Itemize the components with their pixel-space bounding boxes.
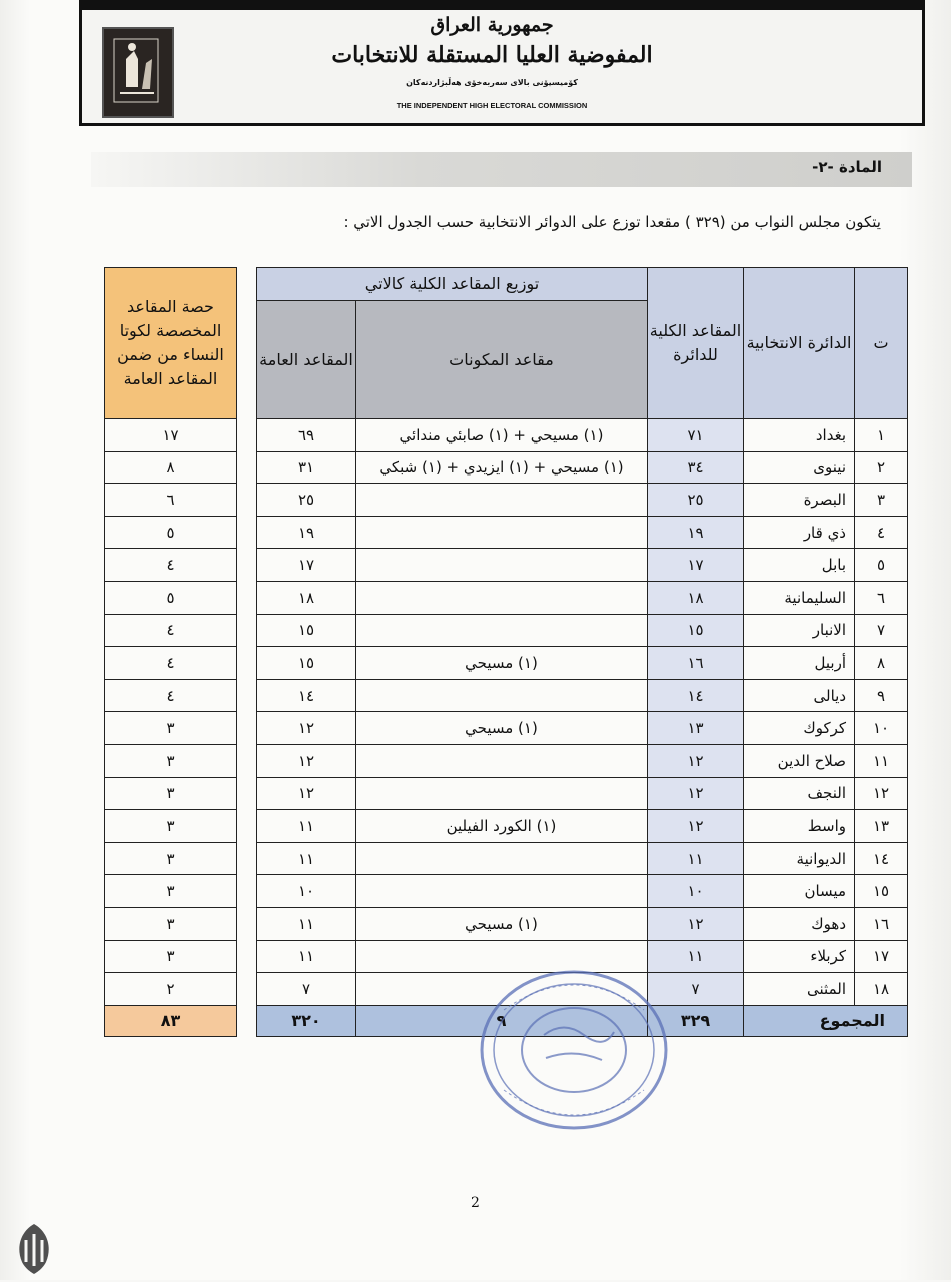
row-women-quota: ٦	[105, 484, 237, 517]
row-component-seats: (١) الكورد الفيلين	[356, 810, 648, 843]
row-total-seats: ١١	[648, 940, 744, 973]
iraq-logo-icon	[4, 1218, 64, 1282]
row-general-seats: ١٠	[257, 875, 356, 908]
row-general-seats: ١١	[257, 810, 356, 843]
row-district: الانبار	[744, 614, 855, 647]
row-component-seats	[356, 614, 648, 647]
row-total-seats: ١١	[648, 842, 744, 875]
header-women-quota: حصة المقاعد المخصصة لكوتا النساء من ضمن المقاعد العامة	[105, 268, 237, 419]
row-seq: ١	[855, 419, 908, 452]
row-women-quota: ٥	[105, 581, 237, 614]
row-component-seats	[356, 581, 648, 614]
row-women-quota: ٣	[105, 875, 237, 908]
official-stamp	[474, 960, 674, 1135]
header-district: الدائرة الانتخابية	[744, 268, 855, 419]
intro-text: يتكون مجلس النواب من (٣٢٩ ) مقعدا توزع على الدوائر الانتخابية حسب الجدول الاتي :	[343, 213, 881, 231]
row-general-seats: ٣١	[257, 451, 356, 484]
table-row	[257, 484, 908, 517]
row-women-quota: ١٧	[105, 419, 237, 452]
row-women-quota: ٣	[105, 777, 237, 810]
section-bar	[91, 152, 912, 187]
row-district: النجف	[744, 777, 855, 810]
row-district: السليمانية	[744, 581, 855, 614]
table-row	[105, 419, 237, 452]
row-general-seats: ١٨	[257, 581, 356, 614]
row-district: بغداد	[744, 419, 855, 452]
row-women-quota: ٣	[105, 907, 237, 940]
header-component-seats: مقاعد المكونات	[356, 301, 648, 419]
table-row	[257, 777, 908, 810]
row-seq: ٦	[855, 581, 908, 614]
row-seq: ١٢	[855, 777, 908, 810]
row-general-seats: ١١	[257, 842, 356, 875]
row-seq: ٢	[855, 451, 908, 484]
row-component-seats	[356, 842, 648, 875]
table-row	[105, 810, 237, 843]
row-general-seats: ١١	[257, 940, 356, 973]
row-seq: ١٥	[855, 875, 908, 908]
row-seq: ١٠	[855, 712, 908, 745]
row-total-seats: ١٣	[648, 712, 744, 745]
row-component-seats: (١) مسيحي	[356, 907, 648, 940]
row-total-seats: ٣٤	[648, 451, 744, 484]
row-seq: ٤	[855, 516, 908, 549]
row-district: نينوى	[744, 451, 855, 484]
row-district: كركوك	[744, 712, 855, 745]
row-women-quota: ٤	[105, 647, 237, 680]
row-general-seats: ١٥	[257, 614, 356, 647]
row-component-seats: (١) مسيحي	[356, 712, 648, 745]
row-district: صلاح الدين	[744, 744, 855, 777]
table-row	[257, 875, 908, 908]
row-general-seats: ١٤	[257, 679, 356, 712]
table-row	[105, 875, 237, 908]
table-row	[257, 549, 908, 582]
table-row	[257, 842, 908, 875]
row-component-seats	[356, 744, 648, 777]
row-women-quota: ٤	[105, 679, 237, 712]
row-general-seats: ٢٥	[257, 484, 356, 517]
row-component-seats: (١) مسيحي + (١) ايزيدي + (١) شبكي	[356, 451, 648, 484]
table-row	[105, 777, 237, 810]
table-row	[105, 484, 237, 517]
row-district: ديالى	[744, 679, 855, 712]
totals-component-seats: ٩	[356, 1005, 648, 1036]
row-component-seats	[356, 516, 648, 549]
table-row	[257, 614, 908, 647]
row-women-quota: ٤	[105, 614, 237, 647]
row-total-seats: ١٥	[648, 614, 744, 647]
row-district: الديوانية	[744, 842, 855, 875]
header-seq: ت	[855, 268, 908, 419]
row-total-seats: ١٧	[648, 549, 744, 582]
row-component-seats	[356, 549, 648, 582]
table-row	[105, 744, 237, 777]
row-seq: ١٨	[855, 973, 908, 1006]
row-women-quota: ٣	[105, 810, 237, 843]
row-total-seats: ١٤	[648, 679, 744, 712]
totals-label: المجموع	[744, 1005, 908, 1036]
table-row	[105, 940, 237, 973]
table-row	[257, 907, 908, 940]
row-seq: ١٦	[855, 907, 908, 940]
totals-women-quota: ٨٣	[105, 1005, 237, 1036]
commission-logo-icon	[102, 27, 174, 118]
row-seq: ١١	[855, 744, 908, 777]
row-women-quota: ٤	[105, 549, 237, 582]
row-women-quota: ٨	[105, 451, 237, 484]
row-district: دهوك	[744, 907, 855, 940]
table-row	[257, 516, 908, 549]
row-total-seats: ٢٥	[648, 484, 744, 517]
row-general-seats: ١٢	[257, 744, 356, 777]
table-row	[105, 581, 237, 614]
page-number: 2	[471, 1195, 480, 1211]
row-seq: ١٤	[855, 842, 908, 875]
row-women-quota: ٢	[105, 973, 237, 1006]
row-seq: ٥	[855, 549, 908, 582]
row-women-quota: ٥	[105, 516, 237, 549]
women-quota-table	[104, 267, 237, 1037]
row-total-seats: ١٢	[648, 777, 744, 810]
row-district: واسط	[744, 810, 855, 843]
header-distribution: توزيع المقاعد الكلية كالاتي	[257, 268, 648, 301]
row-women-quota: ٣	[105, 712, 237, 745]
row-seq: ١٧	[855, 940, 908, 973]
row-district: أربيل	[744, 647, 855, 680]
table-row	[257, 810, 908, 843]
header-commission-kurdish: كۆمیسیۆنی بالای سەربەخۆی هەڵبژاردنەكان	[406, 78, 578, 87]
table-row	[105, 614, 237, 647]
header-country: جمهورية العراق	[430, 14, 554, 36]
row-district: البصرة	[744, 484, 855, 517]
table-row	[105, 842, 237, 875]
row-component-seats	[356, 777, 648, 810]
table-row	[105, 516, 237, 549]
row-seq: ٨	[855, 647, 908, 680]
row-general-seats: ١٧	[257, 549, 356, 582]
row-district: كربلاء	[744, 940, 855, 973]
row-total-seats: ١٠	[648, 875, 744, 908]
seat-distribution-table	[256, 267, 908, 1037]
row-component-seats: (١) مسيحي	[356, 647, 648, 680]
table-row	[105, 907, 237, 940]
row-general-seats: ١٩	[257, 516, 356, 549]
row-women-quota: ٣	[105, 744, 237, 777]
header-commission-english: THE INDEPENDENT HIGH ELECTORAL COMMISSION	[396, 101, 588, 110]
row-total-seats: ١٦	[648, 647, 744, 680]
header-total-seats: المقاعد الكلية للدائرة	[648, 268, 744, 419]
row-total-seats: ٧	[648, 973, 744, 1006]
row-component-seats	[356, 484, 648, 517]
row-total-seats: ١٢	[648, 810, 744, 843]
totals-general-seats: ٣٢٠	[257, 1005, 356, 1036]
row-seq: ٣	[855, 484, 908, 517]
table-row	[105, 712, 237, 745]
row-general-seats: ٦٩	[257, 419, 356, 452]
table-row	[257, 451, 908, 484]
row-general-seats: ١٢	[257, 777, 356, 810]
row-district: ميسان	[744, 875, 855, 908]
row-general-seats: ٧	[257, 973, 356, 1006]
row-seq: ٧	[855, 614, 908, 647]
row-district: بابل	[744, 549, 855, 582]
table-row	[105, 973, 237, 1006]
table-row	[105, 647, 237, 680]
header-general-seats: المقاعد العامة	[257, 301, 356, 419]
row-district: ذي قار	[744, 516, 855, 549]
table-row	[105, 451, 237, 484]
table-row	[257, 712, 908, 745]
row-component-seats: (١) مسيحي + (١) صابئي مندائي	[356, 419, 648, 452]
table-row	[257, 679, 908, 712]
row-component-seats	[356, 679, 648, 712]
row-seq: ١٣	[855, 810, 908, 843]
table-row	[257, 419, 908, 452]
header-commission-arabic: المفوضية العليا المستقلة للانتخابات	[331, 42, 653, 68]
row-general-seats: ١٥	[257, 647, 356, 680]
row-seq: ٩	[855, 679, 908, 712]
row-total-seats: ١٩	[648, 516, 744, 549]
row-women-quota: ٣	[105, 842, 237, 875]
row-total-seats: ١٨	[648, 581, 744, 614]
row-general-seats: ١٢	[257, 712, 356, 745]
table-row	[257, 581, 908, 614]
totals-total-seats: ٣٢٩	[648, 1005, 744, 1036]
row-total-seats: ٧١	[648, 419, 744, 452]
table-row	[105, 549, 237, 582]
row-general-seats: ١١	[257, 907, 356, 940]
row-district: المثنى	[744, 973, 855, 1006]
row-component-seats	[356, 875, 648, 908]
row-total-seats: ١٢	[648, 907, 744, 940]
table-row	[257, 744, 908, 777]
table-row	[105, 679, 237, 712]
letterhead	[79, 0, 925, 126]
row-total-seats: ١٢	[648, 744, 744, 777]
table-row	[257, 647, 908, 680]
article-title: المادة -٢-	[812, 158, 882, 176]
row-women-quota: ٣	[105, 940, 237, 973]
